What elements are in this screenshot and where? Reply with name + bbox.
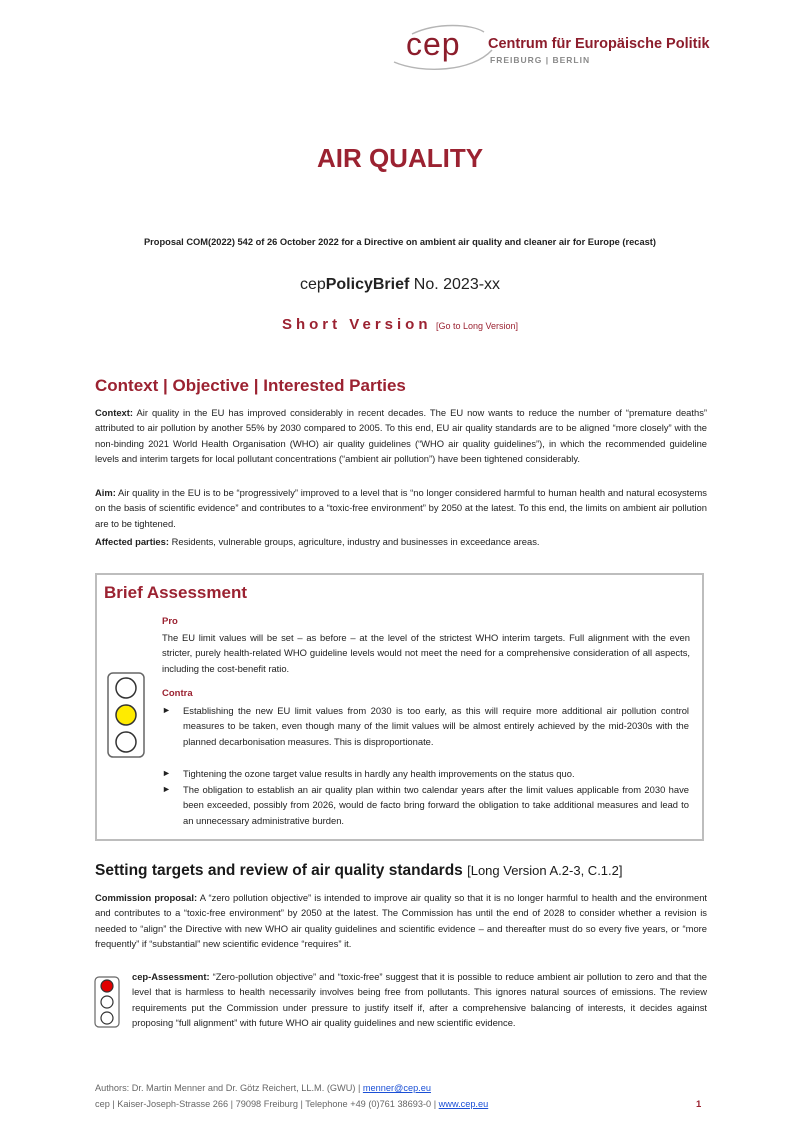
bullet-arrow-icon: ► — [162, 705, 171, 715]
short-version-line — [0, 316, 800, 334]
page-number: 1 — [696, 1099, 702, 1110]
contra-item: The obligation to establish an air quality plan within two calendar years after the limit values applicable from 2030 have been exceeded, possibly from 2026, would de facto bring forward the obligation to take additional measures and lead to an unnecessary administrative burden. — [183, 784, 689, 826]
footer-authors: Authors: Dr. Martin Menner and Dr. Götz Reichert, LL.M. (GWU) | menner@cep.eu — [95, 1083, 431, 1093]
contra-item: Tightening the ozone target value results in hardly any health improvements on the status quo. — [183, 768, 575, 779]
short-version-label: Short Version — [281, 316, 432, 333]
bullet-arrow-icon: ► — [162, 768, 171, 778]
proposal-line: Proposal COM(2022) 542 of 26 October 2022 for a Directive on ambient air quality and cleaner air for Europe (recast) — [143, 237, 656, 247]
affected-parties-paragraph: Affected parties: Residents, vulnerable groups, agriculture, industry and businesses in exceedance areas. — [95, 536, 540, 547]
cep-assessment-paragraph: cep-Assessment: “Zero-pollution objective” and “toxic-free” suggest that it is possible to reduce ambient air pollution to zero and that the level that is harmless to health necessarily involves being free from pollutants. This ignores natural sources of emissions. The review requirements put the Commission under pressure to justify itself if, after a comprehensive balancing of interests, it decides against proposing “full alignment” with future WHO air quality guidelines and new scientific evidence. — [132, 971, 707, 1029]
context-paragraph: Context: Air quality in the EU has improved considerably in recent decades. The EU now wants to reduce the number of “premature deaths” attributed to air pollution by another 55% by 2030 compared to 2005. To this end, EU air quality standards are to be aligned “more closely” with the non-binding 2021 World Health Organisation (WHO) air quality guidelines (“WHO air quality guidelines”), in which the recommended guideline levels and interim targets for local pollutant concentrations (“ambient air pollution”) have been tightened considerably. — [95, 407, 707, 465]
org-locations: FREIBURG | BERLIN — [490, 55, 591, 65]
long-version-link[interactable]: [Go to Long Version] — [435, 321, 519, 331]
contra-item: Establishing the new EU limit values from 2030 is too early, as this will require more additional air pollution control measures to be taken, even though many of the limit values will be almost entirely achieved by the mid-2030s with the planned decarbonisation measures. This is disproportionate. — [183, 705, 689, 747]
bullet-arrow-icon: ► — [162, 784, 171, 794]
logo-text: cep — [406, 26, 461, 62]
context-heading: Context | Objective | Interested Parties — [95, 376, 406, 395]
brief-number: cepPolicyBrief No. 2023-xx — [299, 276, 501, 293]
pro-heading: Pro — [162, 616, 178, 627]
traffic-light-yellow-icon — [107, 672, 145, 758]
website-link[interactable]: www.cep.eu — [438, 1099, 489, 1109]
pro-text: The EU limit values will be set – as before – at the level of the strictest WHO interim targets. Full alignment with the even stricter, purely health-related WHO guideline levels would not meet the need for a comprehensive consideration of all aspects, including the cost-benefit ratio. — [162, 632, 690, 674]
setting-targets-heading: Setting targets and review of air quality standards [Long Version A.2-3, C.1.2] — [95, 862, 623, 879]
footer-address: cep | Kaiser-Joseph-Strasse 266 | 79098 Freiburg | Telephone +49 (0)761 38693-0 | www.cep.eu — [95, 1099, 489, 1109]
email-link[interactable]: menner@cep.eu — [362, 1083, 431, 1093]
long-version-reference: [Long Version A.2-3, C.1.2] — [467, 863, 623, 878]
brief-assessment-heading: Brief Assessment — [104, 583, 247, 602]
contra-heading: Contra — [162, 688, 193, 699]
commission-proposal-paragraph: Commission proposal: A “zero pollution objective” is intended to improve air quality so that it is no longer harmful to health and the environment and contributes to a “toxic-free environment” by 2050 at the latest. The Commission has until the end of 2028 to consider whether a revision is needed to “align” the Directive with new WHO air quality guidelines and scientific evidence – and thereafter must do so every five years, or “more frequently” if “substantial” new scientific evidence “requires” it. — [95, 892, 708, 950]
aim-paragraph: Aim: Air quality in the EU is to be “progressively” improved to a level that is “no longer considered harmful to human health and natural ecosystems on the basis of scientific evidence” and contributes to a “toxic-free environment” by 2050 at the latest. To this end, the limits on ambient air pollution are to be tightened. — [95, 487, 707, 529]
traffic-light-red-icon — [94, 976, 120, 1028]
document-title: AIR QUALITY — [316, 143, 484, 173]
org-name: Centrum für Europäische Politik — [488, 36, 710, 52]
